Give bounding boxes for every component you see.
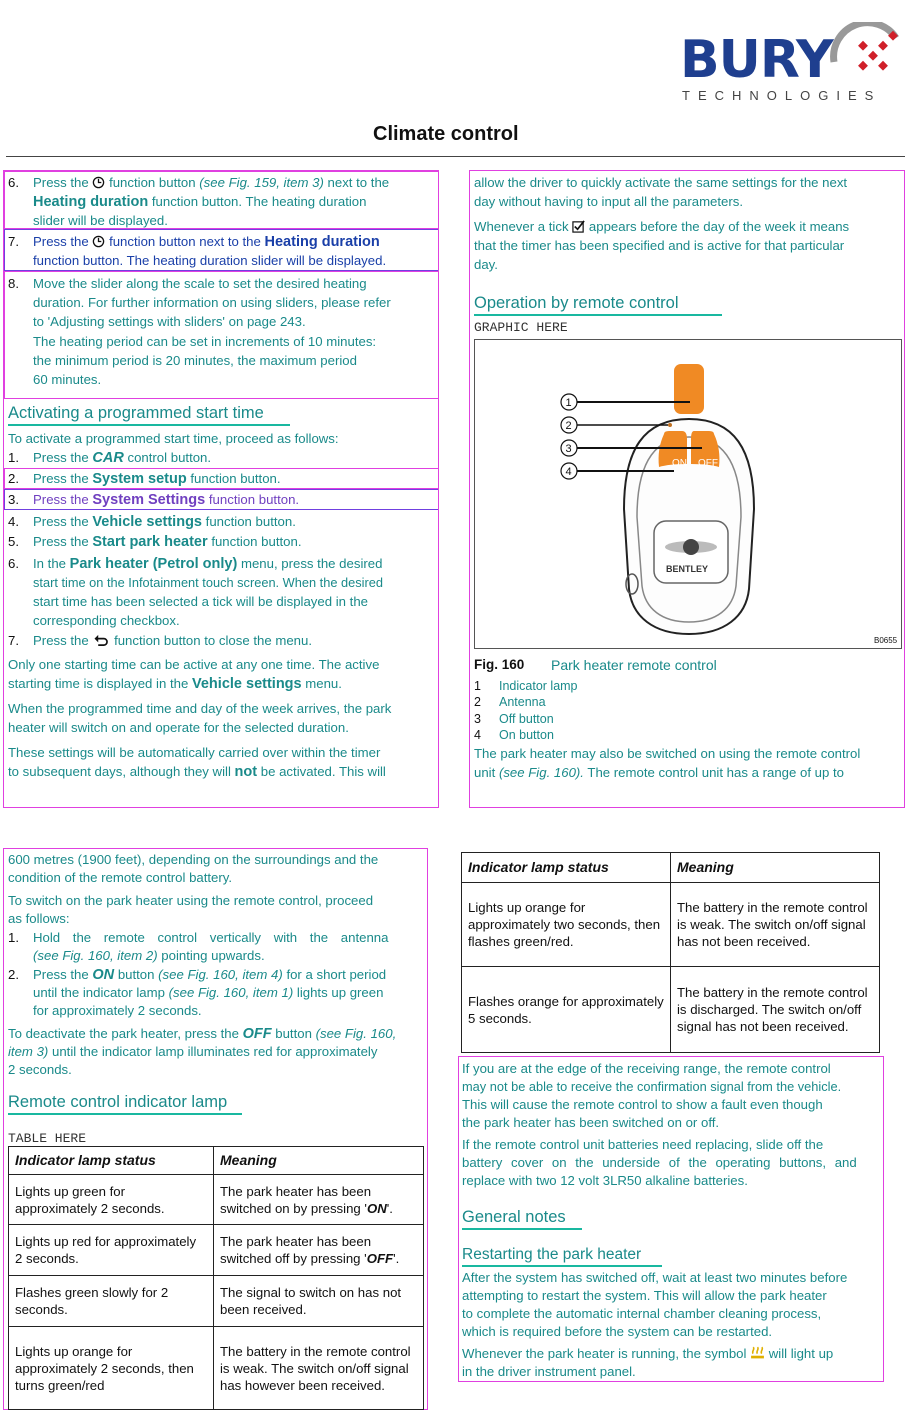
rt-para1-line1: allow the driver to quickly activate the same settings for the next	[474, 175, 848, 190]
item7-line1: Press the function button next to the Heating duration	[33, 234, 380, 250]
item6-line3: slider will be displayed.	[33, 213, 168, 228]
step6-line3: start time has been selected a tick will be displayed in the	[33, 594, 368, 609]
graphic-placeholder: GRAPHIC HERE	[474, 320, 568, 335]
table-row	[462, 967, 880, 1053]
rt-para1-line2: day without having to input all the parameters.	[474, 194, 744, 209]
rt-para3-line2: unit (see Fig. 160). The remote control unit has a range of up to	[474, 765, 844, 780]
table-header-meaning: Meaning	[671, 853, 880, 883]
table-cell-meaning: The signal to switch on has not been received.	[214, 1276, 424, 1327]
subheading-restarting: Restarting the park heater	[462, 1246, 642, 1263]
step1-number: 1.	[8, 450, 19, 465]
rb-para2-line2: battery cover on the underside of the operating buttons, and	[462, 1155, 857, 1170]
table-cell-meaning: The battery in the remote control is weak. The switch on/off signal has however been received.	[214, 1327, 424, 1410]
lb-step1-line1: Hold the remote control vertically with the antenna	[33, 930, 389, 945]
rt-para2-line1: Whenever a tick appears before the day of the week it means	[474, 219, 850, 234]
step7-text: Press the function button to close the menu.	[33, 633, 313, 648]
lb-para3-line3: 2 seconds.	[8, 1062, 72, 1077]
callout-3: 3	[565, 443, 572, 455]
rt-para3-line1: The park heater may also be switched on using the remote control	[474, 746, 861, 761]
para3-line1: These settings will be automatically carried over within the timer	[8, 745, 381, 760]
callout-1: 1	[565, 397, 572, 409]
lb-step2-number: 2.	[8, 967, 19, 982]
legend-2-number: 2	[474, 695, 481, 709]
legend-2-text: Antenna	[499, 695, 546, 709]
section-heading-programmed-start: Activating a programmed start time	[8, 404, 264, 422]
heater-symbol-icon	[750, 1345, 765, 1360]
para3-line2: to subsequent days, although they will not be activated. This will	[8, 764, 386, 780]
table-placeholder: TABLE HERE	[8, 1131, 87, 1146]
legend-1-number: 1	[474, 679, 481, 693]
table-header-meaning: Meaning	[214, 1147, 424, 1175]
rb-para3-line4: which is required before the system can be restarted.	[462, 1324, 773, 1339]
step6-line2: start time on the Infotainment touch screen. When the desired	[33, 575, 383, 590]
indicator-lamp-table-right	[461, 852, 880, 1053]
lb-step2-line3: for approximately 2 seconds.	[33, 1003, 202, 1018]
step3-number: 3.	[8, 492, 19, 507]
lb-para1-line2: condition of the remote control battery.	[8, 870, 233, 885]
table-row	[9, 1225, 424, 1276]
step4-text: Press the Vehicle settings function button.	[33, 514, 296, 530]
heading-underline	[474, 314, 722, 316]
item8-number: 8.	[8, 276, 19, 291]
step7-number: 7.	[8, 633, 19, 648]
item6-number: 6.	[8, 175, 19, 190]
left-top-column	[3, 170, 439, 808]
indicator-lamp-table-left	[8, 1146, 424, 1410]
rt-para2-line3: day.	[474, 257, 498, 272]
back-arrow-icon	[92, 634, 110, 647]
heading-underline	[8, 1113, 242, 1115]
page-title: Climate control	[373, 123, 519, 145]
right-bottom-column	[458, 1056, 884, 1382]
para1-line2: starting time is displayed in the Vehicle settings menu.	[8, 676, 342, 692]
para1-line1: Only one starting time can be active at any one time. The active	[8, 657, 380, 672]
item8-line2: duration. For further information on using sliders, please refer	[33, 295, 391, 310]
table-cell-status: Lights up orange for approximately 2 seconds, then turns green/red	[9, 1327, 214, 1410]
table-cell-meaning: The battery in the remote control is weak. The switch on/off signal has not been received.	[671, 883, 880, 967]
checkbox-tick-icon	[572, 220, 585, 233]
item8-line1: Move the slider along the scale to set the desired heating	[33, 276, 367, 291]
rb-para3-line3: to complete the automatic internal chamber cleaning process,	[462, 1306, 822, 1321]
table-cell-status: Flashes green slowly for 2 seconds.	[9, 1276, 214, 1327]
rb-para1-line4: the park heater has been switched on or off.	[462, 1115, 720, 1130]
rb-para4-line1: Whenever the park heater is running, the symbol will light up	[462, 1346, 834, 1361]
lb-step2-line1: Press the ON button (see Fig. 160, item 4) for a short period	[33, 967, 387, 983]
rb-para3-line1: After the system has switched off, wait at least two minutes before	[462, 1270, 848, 1285]
lb-para2-line1: To switch on the park heater using the remote control, proceed	[8, 893, 374, 908]
section-heading-general-notes: General notes	[462, 1208, 566, 1226]
legend-1-text: Indicator lamp	[499, 679, 578, 693]
item7-number: 7.	[8, 234, 19, 249]
legend-4-number: 4	[474, 728, 481, 742]
table-cell-meaning: The battery in the remote control is discharged. The switch on/off signal has not been received.	[671, 967, 880, 1053]
callout-4: 4	[565, 466, 572, 478]
header-divider	[6, 156, 905, 157]
figure-label: Fig. 160	[474, 657, 525, 672]
table-cell-status: Flashes orange for approximately 5 seconds.	[462, 967, 671, 1053]
step6-line1: In the Park heater (Petrol only) menu, press the desired	[33, 556, 383, 572]
legend-3-text: Off button	[499, 712, 554, 726]
rb-para3-line2: attempting to restart the system. This will allow the park heater	[462, 1288, 827, 1303]
intro-text: To activate a programmed start time, proceed as follows:	[8, 431, 339, 446]
timer-icon	[92, 176, 105, 189]
section-heading-remote-control: Operation by remote control	[474, 294, 679, 312]
table-header-status: Indicator lamp status	[9, 1147, 214, 1175]
item6-line1: Press the function button (see Fig. 159, item 3) next to the	[33, 175, 390, 190]
table-cell-status: Lights up orange for approximately two seconds, then flashes green/red.	[462, 883, 671, 967]
lb-para1-line1: 600 metres (1900 feet), depending on the surroundings and the	[8, 852, 379, 867]
table-cell-status: Lights up green for approximately 2 seconds.	[9, 1175, 214, 1225]
lb-step1-line2: (see Fig. 160, item 2) pointing upwards.	[33, 948, 265, 963]
para2-line2: heater will switch on and operate for the selected duration.	[8, 720, 349, 735]
remote-fob-illustration	[474, 339, 902, 649]
step6-number: 6.	[8, 556, 19, 571]
logo-mark-icon	[826, 22, 908, 92]
step4-number: 4.	[8, 514, 19, 529]
rb-para4-line2: in the driver instrument panel.	[462, 1364, 636, 1379]
item8-line6: 60 minutes.	[33, 372, 102, 387]
rb-para1-line1: If you are at the edge of the receiving range, the remote control	[462, 1061, 831, 1076]
table-row	[9, 1175, 424, 1225]
rt-para2-line2: that the timer has been specified and is active for that particular	[474, 238, 845, 253]
table-header-status: Indicator lamp status	[462, 853, 671, 883]
legend-3-number: 3	[474, 712, 481, 726]
table-cell-meaning: The park heater has been switched off by pressing 'OFF'.	[214, 1225, 424, 1276]
rb-para1-line3: This will cause the remote control to show a fault even though	[462, 1097, 823, 1112]
step5-text: Press the Start park heater function button.	[33, 534, 302, 550]
section-heading-indicator-lamp: Remote control indicator lamp	[8, 1093, 228, 1111]
off-button-label: OFF	[698, 458, 718, 469]
step1-text: Press the CAR control button.	[33, 450, 212, 466]
table-row	[462, 883, 880, 967]
figure-code: B0655	[874, 636, 898, 645]
lb-para3-line1: To deactivate the park heater, press the OFF button (see Fig. 160,	[8, 1026, 397, 1042]
table-row	[9, 1327, 424, 1410]
step6-line4: corresponding checkbox.	[33, 613, 180, 628]
rb-para2-line1: If the remote control unit batteries need replacing, slide off the	[462, 1137, 824, 1152]
item6-line2: Heating duration function button. The heating duration	[33, 194, 367, 210]
lb-step1-number: 1.	[8, 930, 19, 945]
right-top-column	[469, 170, 905, 808]
heading-underline	[8, 424, 290, 426]
lb-para2-line2: as follows:	[8, 911, 70, 926]
on-button-label: ON	[672, 458, 687, 469]
brand-name: BURY	[680, 30, 833, 90]
heading-underline	[462, 1228, 582, 1230]
step2-number: 2.	[8, 471, 19, 486]
rb-para1-line2: may not be able to receive the confirmation signal from the vehicle.	[462, 1079, 842, 1094]
step5-number: 5.	[8, 534, 19, 549]
item7-line2: function button. The heating duration slider will be displayed.	[33, 253, 387, 268]
lb-para3-line2: item 3) until the indicator lamp illuminates red for approximately	[8, 1044, 378, 1059]
step2-text: Press the System setup function button.	[33, 471, 281, 487]
callout-2: 2	[565, 420, 572, 432]
table-row	[9, 1276, 424, 1327]
item8-line5: the minimum period is 20 minutes, the maximum period	[33, 353, 357, 368]
item8-line3: to 'Adjusting settings with sliders' on page 243.	[33, 314, 306, 329]
item8-line4: The heating period can be set in increments of 10 minutes:	[33, 334, 377, 349]
table-cell-meaning: The park heater has been switched on by pressing 'ON'.	[214, 1175, 424, 1225]
figure-title: Park heater remote control	[551, 657, 717, 673]
rb-para2-line3: replace with two 12 volt 3LR50 alkaline batteries.	[462, 1173, 748, 1188]
para2-line1: When the programmed time and day of the week arrives, the park	[8, 701, 392, 716]
brand-logo	[676, 22, 908, 110]
lb-step2-line2: until the indicator lamp (see Fig. 160, item 1) lights up green	[33, 985, 384, 1000]
step3-text: Press the System Settings function button.	[33, 492, 300, 508]
legend-4-text: On button	[499, 728, 554, 742]
heading-underline	[462, 1265, 662, 1267]
timer-icon	[92, 235, 105, 248]
fob-brand-label: BENTLEY	[666, 564, 709, 574]
brand-tagline: TECHNOLOGIES	[682, 88, 882, 103]
table-cell-status: Lights up red for approximately 2 seconds.	[9, 1225, 214, 1276]
